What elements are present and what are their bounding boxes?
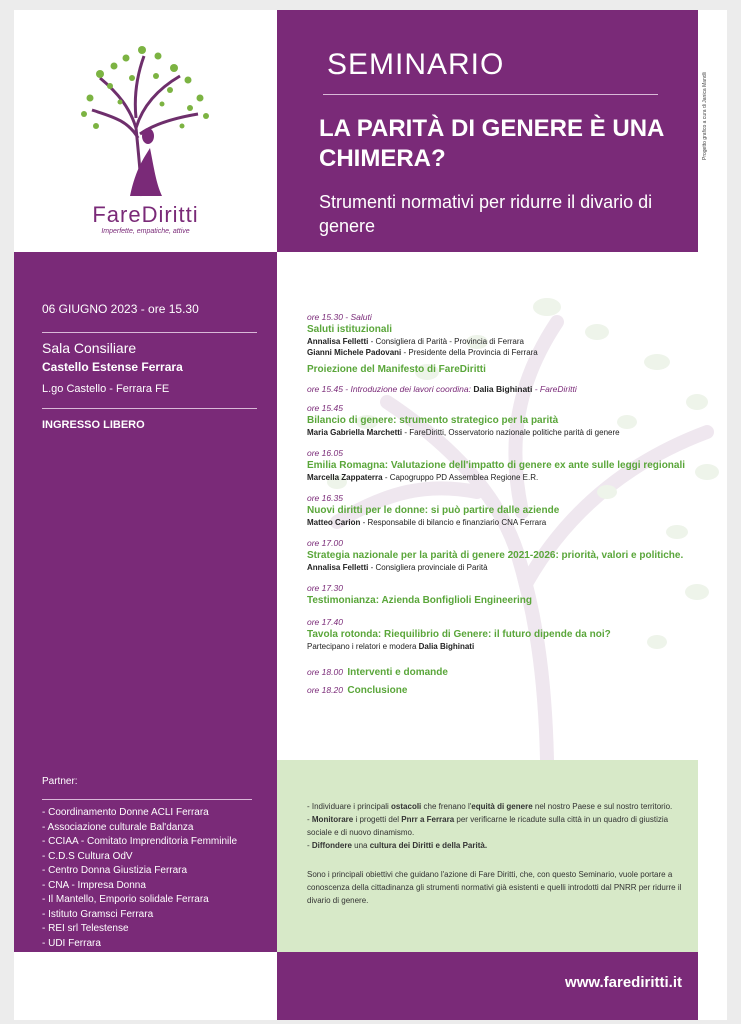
agenda-title: Tavola rotonda: Riequilibrio di Genere: il futuro dipende da noi? <box>307 629 611 640</box>
agenda-item <box>307 583 722 607</box>
objective-bullet: - Diffondere una cultura dei Diritti e della Parità. <box>307 841 488 850</box>
agenda-time: ore 18.00 <box>307 667 343 677</box>
entry-note: INGRESSO LIBERO <box>42 419 145 431</box>
speaker-role: - Responsabile di bilancio e finanziario CNA Ferrara <box>360 518 547 527</box>
speaker-name: Marcella Zappaterra <box>307 473 383 482</box>
agenda-time: ore 18.20 <box>307 685 343 695</box>
logo-name: FareDiritti <box>92 202 199 227</box>
agenda-item <box>307 493 722 528</box>
tree-logo-icon <box>70 38 220 198</box>
agenda-title: Emilia Romagna: Valutazione dell'impatto di genere ex ante sulle leggi regionali <box>307 460 686 471</box>
objectives-panel <box>277 760 698 952</box>
list-item: - Istituto Gramsci Ferrara <box>42 908 154 920</box>
speaker-name: Dalia Bighinati <box>418 642 475 651</box>
speaker <box>307 517 722 528</box>
speaker <box>307 336 722 347</box>
footer-panel <box>277 952 698 1020</box>
agenda-time: ore 16.35 <box>307 493 343 503</box>
speaker-role: - Consigliera provinciale di Parità <box>368 563 488 572</box>
list-item: - CNA - Impresa Donna <box>42 879 146 891</box>
speaker-role: - Capogruppo PD Assemblea Regione E.R. <box>382 473 539 482</box>
list-item: - UDI Ferrara <box>42 937 101 949</box>
speaker <box>307 641 722 652</box>
speaker-role: - Presidente della Provincia di Ferrara <box>401 348 538 357</box>
list-item: - Coordinamento Donne ACLI Ferrara <box>42 807 209 818</box>
speaker-role: Partecipano i relatori e modera <box>307 642 419 651</box>
agenda-title: Testimonianza: Azienda Bonfiglioli Engineering <box>307 595 533 606</box>
speaker-role: - FareDiritti, Osservatorio nazionale politiche parità di genere <box>402 428 620 437</box>
kicker: SEMINARIO <box>327 48 505 81</box>
agenda-row <box>307 662 722 680</box>
speaker <box>307 472 722 483</box>
agenda-title: Strategia nazionale per la parità di genere 2021-2026: priorità, valori e politiche. <box>307 550 684 561</box>
speaker <box>307 347 722 358</box>
divider <box>42 799 252 800</box>
agenda-title: Bilancio di genere: strumento strategico per la parità <box>307 415 559 426</box>
objectives-summary: Sono i principali obiettivi che guidano l'azione di Fare Diritti, che, con questo Seminario, vuole portare a conoscenza della cittadinanza gli strumenti normativi già esistenti e quelli introdotti dal PNRR per ridurre il divario di genere. <box>307 870 682 905</box>
venue: Sala Consiliare <box>42 340 137 356</box>
header-panel <box>277 10 698 252</box>
speaker-name: Dalia Bighinati <box>473 384 533 394</box>
info-sidebar <box>14 252 277 952</box>
poster <box>14 10 727 1020</box>
speaker-name: Annalisa Felletti <box>307 563 369 572</box>
list-item: - Il Mantello, Emporio solidale Ferrara <box>42 894 209 905</box>
design-credit: Progetto grafico a cura di Janica Mandli <box>702 72 708 160</box>
objective-bullet: - Individuare i principali ostacoli che frenano l'equità di genere nel nostro Paese e sul nostro territorio. <box>307 802 673 811</box>
page-title: LA PARITÀ DI GENERE È UNA CHIMERA? <box>319 115 664 172</box>
agenda-item <box>307 384 722 395</box>
agenda-time: ore 17.30 <box>307 583 343 593</box>
building: Castello Estense Ferrara <box>42 360 183 374</box>
agenda-item <box>307 538 722 573</box>
speaker <box>307 427 722 438</box>
divider <box>42 332 257 333</box>
agenda-time <box>307 384 722 395</box>
agenda-item <box>307 312 722 376</box>
divider <box>323 94 658 95</box>
speaker-role: - Consigliera di Parità - Provincia di Ferrara <box>368 337 524 346</box>
agenda-time: ore 17.00 <box>307 538 343 548</box>
agenda-title: Saluti istituzionali <box>307 324 393 335</box>
list-item: - Centro Donna Giustizia Ferrara <box>42 865 188 876</box>
speaker-name: Gianni Michele Padovani <box>307 348 402 357</box>
speaker <box>307 562 722 573</box>
agenda-item <box>307 403 722 438</box>
agenda-item <box>307 448 722 483</box>
partners-list <box>42 806 237 951</box>
agenda-title: Conclusione <box>347 685 408 696</box>
agenda-title: Interventi e domande <box>347 667 448 678</box>
event-date: 06 GIUGNO 2023 - ore 15.30 <box>42 302 199 316</box>
website-link[interactable]: www.farediritti.it <box>565 974 682 991</box>
agenda-title: Proiezione del Manifesto di FareDiritti <box>307 364 486 375</box>
agenda-item <box>307 662 722 698</box>
agenda-time-text: ore 15.45 - Introduzione dei lavori coordina: <box>307 384 474 394</box>
list-item: - C.D.S Cultura OdV <box>42 850 133 862</box>
agenda-title: Nuovi diritti per le donne: si può partire dalle aziende <box>307 505 560 516</box>
agenda-time: ore 17.40 <box>307 617 343 627</box>
list-item: - CCIAA - Comitato Imprenditoria Femminile <box>42 836 238 847</box>
agenda-row <box>307 680 722 698</box>
partners-label: Partner: <box>42 776 78 787</box>
program-panel <box>277 252 727 760</box>
agenda-time: ore 16.05 <box>307 448 343 458</box>
speaker-name: Annalisa Felletti <box>307 337 369 346</box>
address: L.go Castello - Ferrara FE <box>42 383 170 395</box>
logo-tagline: Imperfette, empatiche, attive <box>101 228 190 235</box>
objective-bullet: - Monitorare i progetti del Pnrr a Ferrara per verificarne le ricadute sulla città in un quadro di giustizia sociale e di nuovo dinamismo. <box>307 815 669 837</box>
agenda-time: ore 15.45 <box>307 403 343 413</box>
list-item: - Associazione culturale Bal'danza <box>42 821 194 833</box>
list-item: - REI srl Telestense <box>42 923 129 934</box>
agenda-item <box>307 617 722 652</box>
speaker-name: Matteo Carion <box>307 518 361 527</box>
logo-panel <box>14 10 277 252</box>
objectives-text <box>307 800 687 918</box>
agenda <box>307 312 722 698</box>
divider <box>42 408 257 409</box>
agenda-time: ore 15.30 - Saluti <box>307 312 372 322</box>
speaker-role: - FareDiritti <box>532 384 577 394</box>
subtitle: Strumenti normativi per ridurre il divario di genere <box>319 192 653 236</box>
speaker-name: Maria Gabriella Marchetti <box>307 428 403 437</box>
